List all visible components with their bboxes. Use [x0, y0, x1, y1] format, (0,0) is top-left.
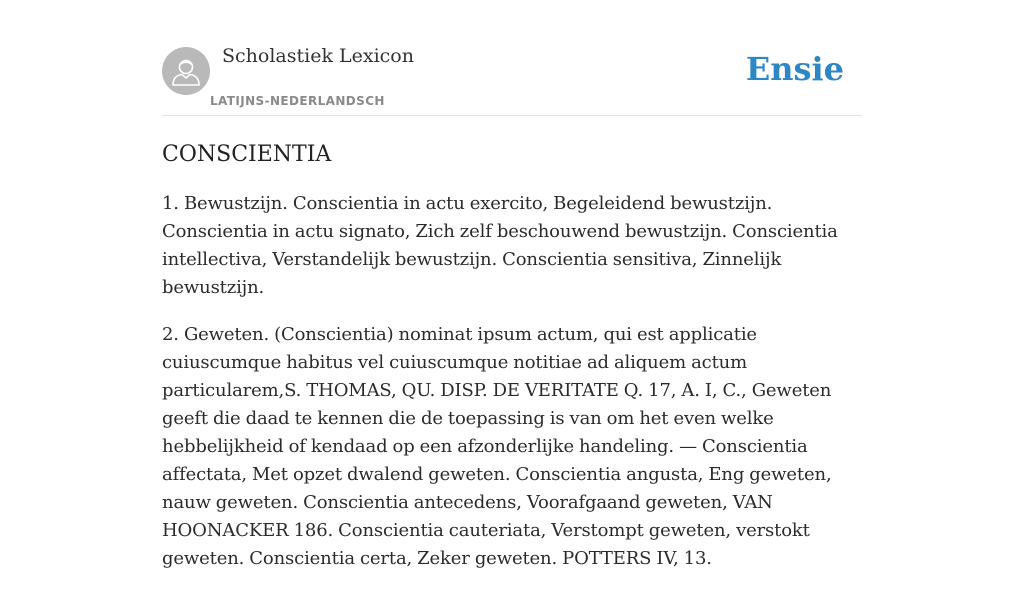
publication-title[interactable]: Scholastiek Lexicon [222, 45, 414, 67]
avatar[interactable] [162, 47, 210, 95]
page-header [162, 0, 862, 116]
brand-logo[interactable]: Ensie [745, 50, 844, 88]
article [162, 140, 862, 592]
user-silhouette-icon [162, 47, 210, 95]
publication-subtitle: LATIJNS-NEDERLANDSCH [210, 94, 385, 108]
definition-paragraph: 1. Bewustzijn. Conscientia in actu exercito, Begeleidend bewustzijn. Conscientia in actu signato, Zich zelf beschouwend bewustzijn. Conscientia intellectiva, Verstandelijk bewustzijn. Conscientia sensitiva, Zinnelijk bewustzijn. [162, 193, 838, 298]
entry-title: CONSCIENTIA [162, 142, 332, 167]
definition-paragraph: 2. Geweten. (Conscientia) nominat ipsum actum, qui est applicatie cuiuscumque habitus vel cuiuscumque notitiae ad aliquem actum particularem,S. THOMAS, QU. DISP. DE VERITATE Q. 17, A. I, C., Geweten geeft die daad te kennen die de toepassing is van om het even welke hebbelijkheid of kendaad op een afzonderlijke handeling. — Conscientia affectata, Met opzet dwalend geweten. Conscientia angusta, Eng geweten, nauw geweten. Conscientia antecedens, Voorafgaand geweten, VAN HOONACKER 186. Conscientia cauteriata, Verstompt geweten, verstokt geweten. Conscientia certa, Zeker geweten. POTTERS IV, 13. [162, 324, 832, 569]
